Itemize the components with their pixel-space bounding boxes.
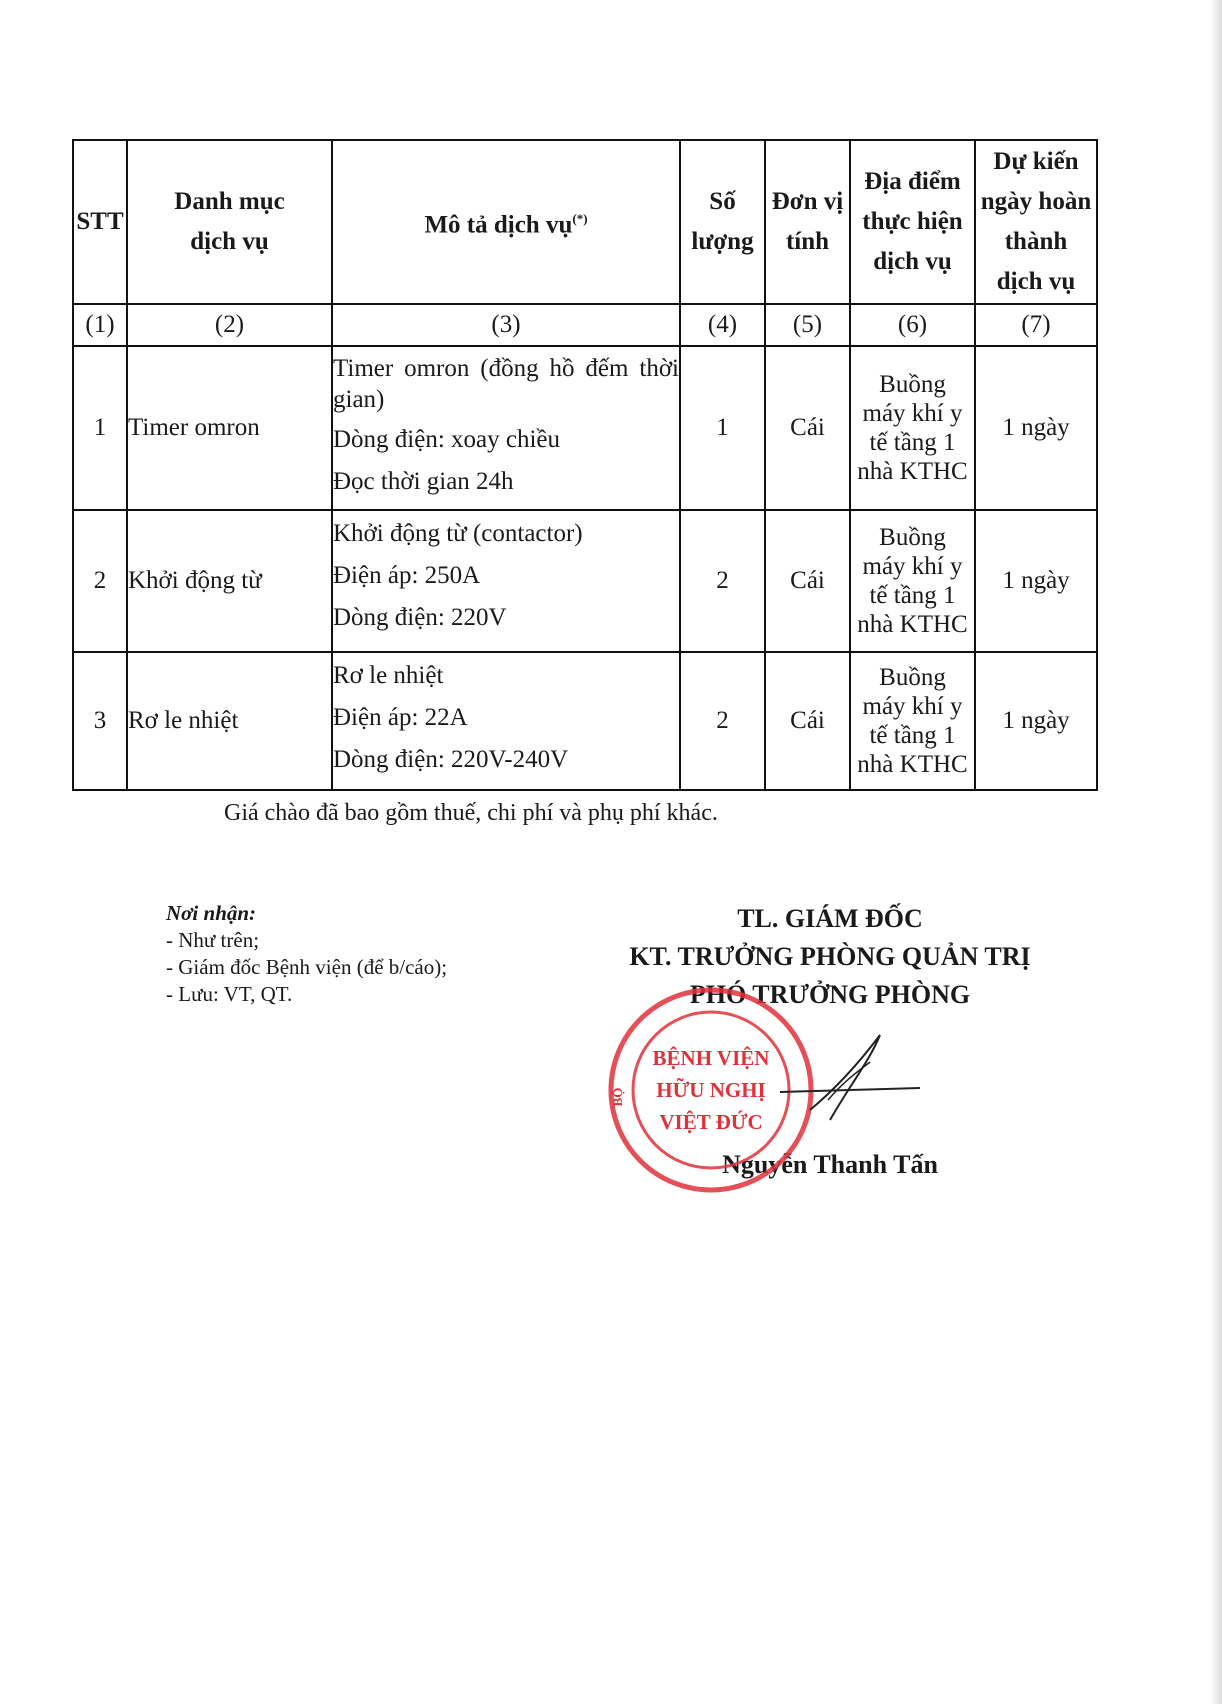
column-number: (1) xyxy=(73,304,127,346)
signature-line-3: PHÓ TRƯỞNG PHÒNG xyxy=(689,980,971,1009)
header-category: Danh mục dịch vụ xyxy=(127,140,332,304)
signature-line-1: TL. GIÁM ĐỐC xyxy=(737,904,923,933)
row-quantity: 1 xyxy=(680,346,765,510)
column-number: (4) xyxy=(680,304,765,346)
row-unit: Cái xyxy=(765,652,850,790)
recipients-title: Nơi nhận: xyxy=(166,901,257,925)
recipient-item: - Lưu: VT, QT. xyxy=(166,982,293,1006)
row-description: Timer omron (đồng hồ đếm thời gian) Dòng điện: xoay chiều Đọc thời gian 24h xyxy=(332,346,680,510)
row-stt: 1 xyxy=(73,346,127,510)
header-unit: Đơn vị tính xyxy=(765,140,850,304)
header-row xyxy=(73,140,1097,304)
row-quantity: 2 xyxy=(680,510,765,652)
table-row xyxy=(73,510,1097,652)
row-description: Khởi động từ (contactor) Điện áp: 250A Dòng điện: 220V xyxy=(332,510,680,652)
handwritten-signature xyxy=(770,1030,930,1130)
signature-line-2: KT. TRƯỞNG PHÒNG QUẢN TRỊ xyxy=(629,942,1031,971)
row-category: Khởi động từ xyxy=(127,510,332,652)
row-location: Buồng máy khí y tế tầng 1 nhà KTHC xyxy=(850,510,975,652)
row-location: Buồng máy khí y tế tầng 1 nhà KTHC xyxy=(850,652,975,790)
recipients xyxy=(166,900,447,1008)
row-unit: Cái xyxy=(765,346,850,510)
column-number: (5) xyxy=(765,304,850,346)
column-number: (3) xyxy=(332,304,680,346)
row-location: Buồng máy khí y tế tầng 1 nhà KTHC xyxy=(850,346,975,510)
header-location: Địa điểm thực hiện dịch vụ xyxy=(850,140,975,304)
column-number: (2) xyxy=(127,304,332,346)
seal-line-3: VIỆT ĐỨC xyxy=(659,1110,763,1134)
row-completion: 1 ngày xyxy=(975,652,1097,790)
column-number-row xyxy=(73,304,1097,346)
service-table xyxy=(72,139,1098,791)
header-description: Mô tả dịch vụ(*) xyxy=(332,140,680,304)
recipient-item: - Như trên; xyxy=(166,928,260,952)
table-row xyxy=(73,346,1097,510)
row-description: Rơ le nhiệt Điện áp: 22A Dòng điện: 220V-240V xyxy=(332,652,680,790)
row-completion: 1 ngày xyxy=(975,346,1097,510)
header-description-sup: (*) xyxy=(572,210,588,226)
seal-side-text: BỘ xyxy=(610,1087,625,1107)
header-stt: STT xyxy=(73,140,127,304)
row-quantity: 2 xyxy=(680,652,765,790)
seal-line-1: BỆNH VIỆN xyxy=(652,1046,770,1070)
table-row xyxy=(73,652,1097,790)
header-quantity: Số lượng xyxy=(680,140,765,304)
column-number: (6) xyxy=(850,304,975,346)
seal-line-2: HỮU NGHỊ xyxy=(656,1078,766,1102)
page-edge xyxy=(1210,0,1222,1704)
row-stt: 3 xyxy=(73,652,127,790)
recipient-item: - Giám đốc Bệnh viện (để b/cáo); xyxy=(166,955,448,979)
column-number: (7) xyxy=(975,304,1097,346)
row-completion: 1 ngày xyxy=(975,510,1097,652)
row-category: Timer omron xyxy=(127,346,332,510)
header-completion: Dự kiến ngày hoàn thành dịch vụ xyxy=(975,140,1097,304)
row-category: Rơ le nhiệt xyxy=(127,652,332,790)
signer-name: Nguyễn Thanh Tấn xyxy=(722,1150,938,1179)
row-stt: 2 xyxy=(73,510,127,652)
row-unit: Cái xyxy=(765,510,850,652)
price-note: Giá chào đã bao gồm thuế, chi phí và phụ phí khác. xyxy=(224,800,718,826)
